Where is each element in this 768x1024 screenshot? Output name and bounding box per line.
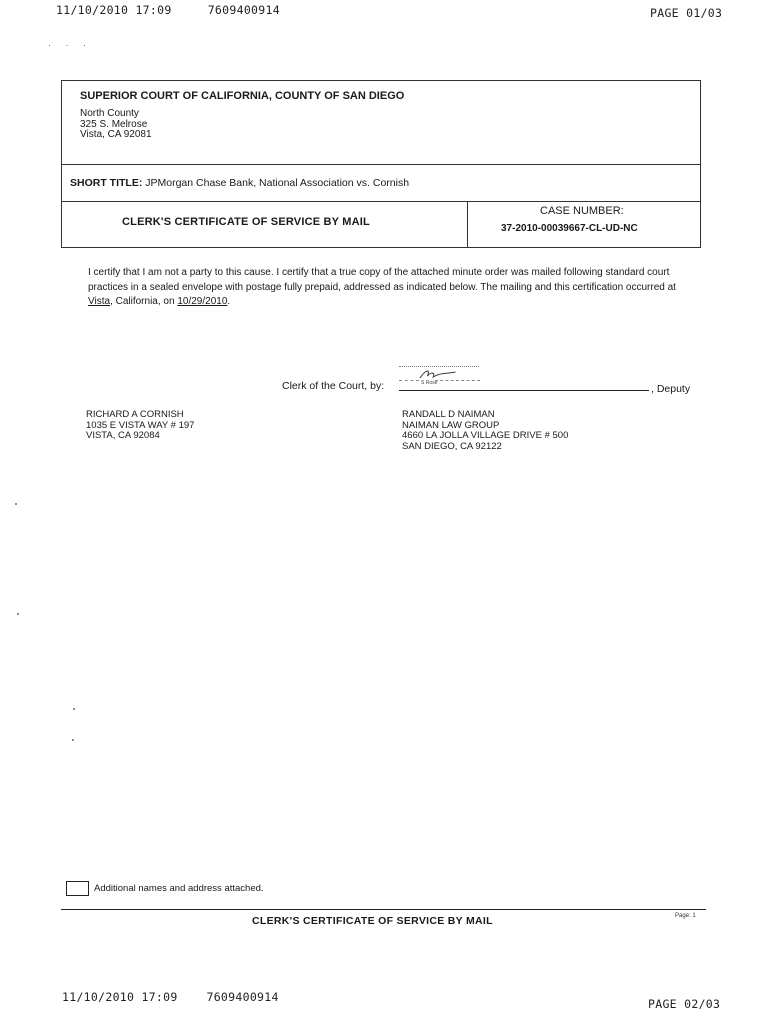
short-title <box>70 177 409 189</box>
fax-header-left <box>56 3 280 17</box>
form-header-box <box>61 80 701 248</box>
case-number: 37-2010-00039667-CL-UD-NC <box>501 223 638 234</box>
scan-speck <box>17 613 19 615</box>
short-title-row <box>62 165 700 202</box>
statement-text: I certify that I am not a party to this cause. I certify that a true copy of the attached minute order was mailed following standard court practices in a sealed envelope with postage fully prepaid, addressed as indicated below. The mailing and this certification occurred at <box>88 267 676 293</box>
additional-names-checkbox[interactable] <box>66 881 89 896</box>
signature-scribble <box>417 367 461 381</box>
scan-specks: · · · <box>48 40 92 50</box>
signature-dash <box>399 380 419 381</box>
statement-text: . <box>227 296 231 307</box>
court-address-line: Vista, CA 92081 <box>80 129 152 140</box>
scan-speck <box>73 708 75 710</box>
address-line: NAIMAN LAW GROUP <box>402 419 500 431</box>
footer-rule <box>61 909 706 910</box>
fax-page-number: PAGE 01/03 <box>650 6 723 20</box>
mailing-location: Vista <box>88 296 111 307</box>
clerk-label: Clerk of the Court, by: <box>282 380 385 392</box>
certificate-title: CLERK'S CERTIFICATE OF SERVICE BY MAIL <box>122 216 370 228</box>
signer-mark: S Rose <box>421 380 438 386</box>
short-title-label: SHORT TITLE: <box>70 177 143 189</box>
address-line: RANDALL D NAIMAN <box>402 409 495 420</box>
case-number-cell <box>467 202 701 248</box>
signature-area <box>399 364 649 394</box>
signature-line <box>399 390 649 391</box>
signature-dash <box>435 380 480 381</box>
certification-statement <box>88 266 688 310</box>
fax-datetime: 11/10/2010 17:09 <box>62 990 178 1004</box>
additional-names-label: Additional names and address attached. <box>94 883 264 894</box>
case-number-label: CASE NUMBER: <box>540 205 624 217</box>
fax-footer-left <box>62 990 279 1004</box>
address-line: SAN DIEGO, CA 92122 <box>402 440 502 452</box>
statement-text: , California, on <box>110 296 178 307</box>
address-line: 4660 LA JOLLA VILLAGE DRIVE # 500 <box>402 430 569 441</box>
court-address-line: 325 S. Melrose <box>80 118 148 130</box>
form-page-number: Page: 1 <box>675 913 696 919</box>
court-address-line: North County <box>80 108 139 119</box>
fax-phone: 7609400914 <box>206 990 279 1004</box>
recipient-address <box>86 410 194 442</box>
address-line: 1035 E VISTA WAY # 197 <box>86 419 195 431</box>
certificate-row <box>62 202 700 248</box>
recipient-address <box>402 410 568 452</box>
deputy-label: , Deputy <box>651 383 691 395</box>
address-line: RICHARD A CORNISH <box>86 409 184 420</box>
scan-speck <box>72 739 74 741</box>
court-info-row <box>62 81 700 165</box>
address-line: VISTA, CA 92084 <box>86 430 160 441</box>
scan-speck <box>15 503 17 505</box>
court-address <box>80 109 152 141</box>
mailing-date: 10/29/2010 <box>177 296 228 307</box>
fax-page-number: PAGE 02/03 <box>648 997 721 1011</box>
fax-datetime: 11/10/2010 17:09 <box>56 3 172 17</box>
short-title-value: JPMorgan Chase Bank, National Association vs. Cornish <box>145 177 410 189</box>
fax-phone: 7609400914 <box>207 3 280 17</box>
footer-title: CLERK'S CERTIFICATE OF SERVICE BY MAIL <box>252 915 493 927</box>
court-name: SUPERIOR COURT OF CALIFORNIA, COUNTY OF SAN DIEGO <box>80 90 405 102</box>
